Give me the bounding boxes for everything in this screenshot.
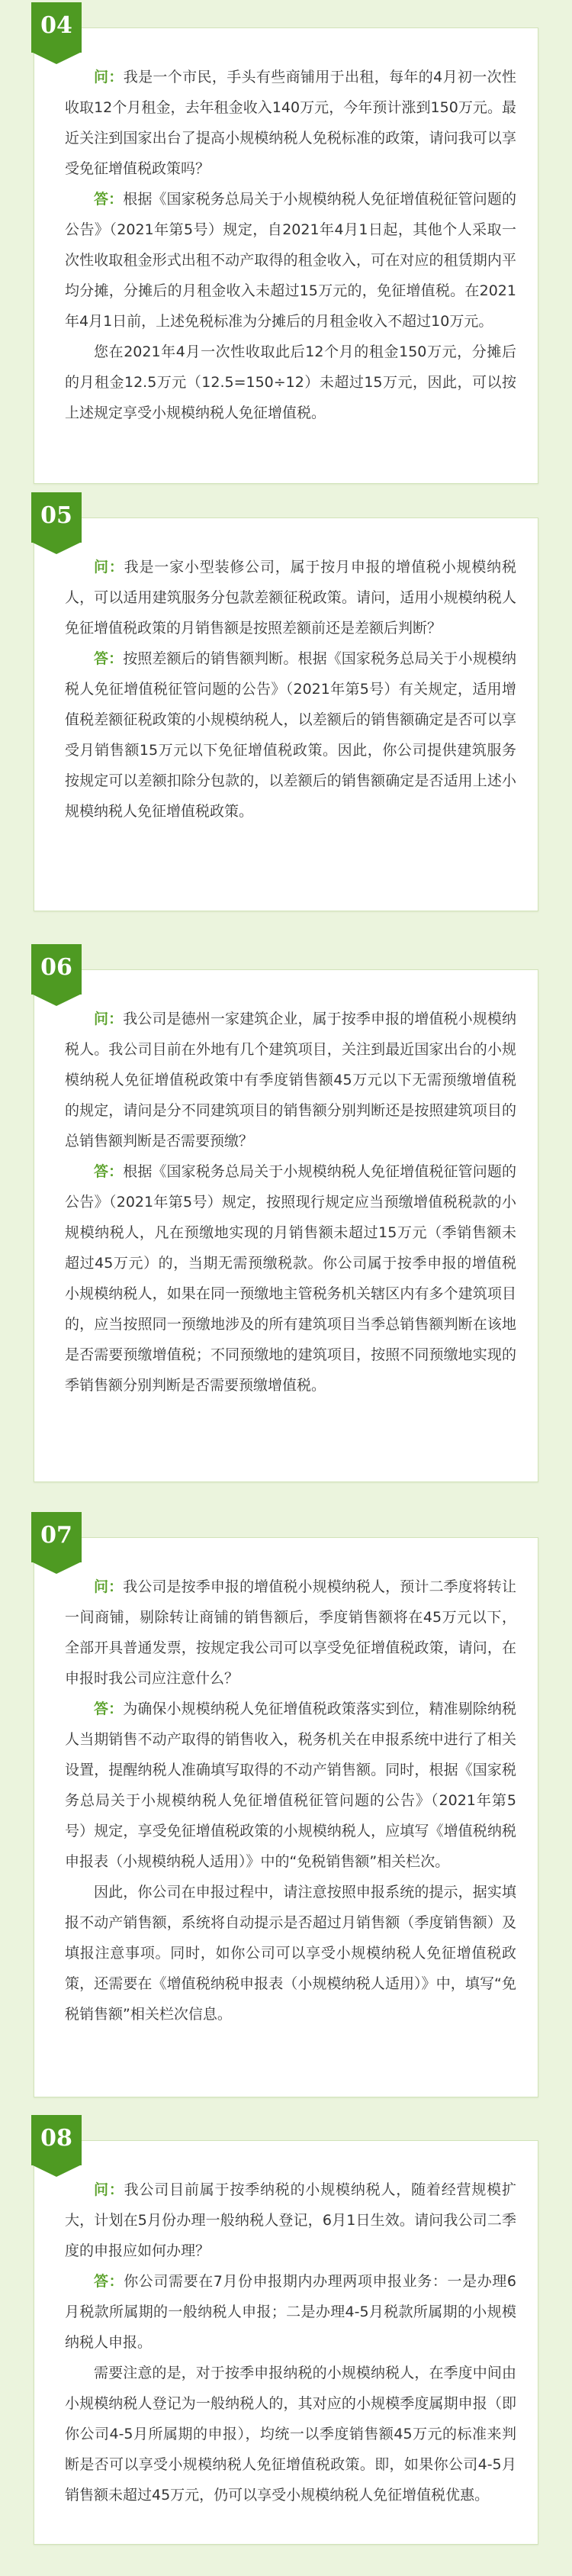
answer-paragraph: [65, 184, 516, 337]
question-label: 问：: [94, 2181, 124, 2198]
qa-card-06: [34, 954, 538, 1482]
question-text: 我公司是按季申报的增值税小规模纳税人，预计二季度将转让一间商铺，剔除转让商铺的销售额后，季度销售额将在45万元以下，全部开具普通发票，按规定我公司可以享受免征增值税政策，请问，在申报时我公司应注意什么？: [65, 1578, 516, 1687]
section-number-badge: 05: [31, 492, 82, 543]
question-text: 我是一家小型装修公司，属于按月申报的增值税小规模纳税人，可以适用建筑服务分包款差额征税政策。请问，适用小规模纳税人免征增值税政策的月销售额是按照差额前还是差额后判断？: [65, 559, 516, 637]
answer-paragraph: [65, 2266, 516, 2358]
answer-text: 根据《国家税务总局关于小规模纳税人免征增值税征管问题的公告》（2021年第5号）规定，自2021年4月1日起，其他个人采取一次性收取租金形式出租不动产取得的租金收入，可在对应的租赁期内平均分摊，分摊后的月租金收入未超过15万元的，免征增值税。在2021年4月1日前，上述免税标准为分摊后的月租金收入不超过10万元。: [65, 191, 516, 330]
question-label: 问：: [94, 559, 124, 575]
qa-body: [34, 970, 538, 1401]
answer-text: 按照差额后的销售额判断。根据《国家税务总局关于小规模纳税人免征增值税征管问题的公告》（2021年第5号）有关规定，适用增值税差额征税政策的小规模纳税人，以差额后的销售额确定是否可以享受月销售额15万元以下免征增值税政策。因此，你公司提供建筑服务按规定可以差额扣除分包款的，以差额后的销售额确定是否适用上述小规模纳税人免征增值税政策。: [65, 650, 516, 820]
question-label: 问：: [94, 1011, 124, 1027]
qa-body: [34, 518, 538, 827]
qa-card-08: [34, 2125, 538, 2545]
qa-body: [34, 1538, 538, 2030]
question-paragraph: [65, 62, 516, 184]
answer-continuation-paragraph: [65, 337, 516, 428]
qa-card-07: [34, 1522, 538, 2097]
question-text: 我公司目前属于按季纳税的小规模纳税人，随着经营规模扩大，计划在5月份办理一般纳税人登记，6月1日生效。请问我公司二季度的申报应如何办理？: [65, 2181, 516, 2259]
qa-card-04: [34, 12, 538, 484]
section-number-badge: 04: [31, 2, 82, 53]
question-paragraph: [65, 2175, 516, 2266]
answer-paragraph: [65, 643, 516, 827]
answer-continuation-paragraph: [65, 1877, 516, 2030]
answer-label: 答：: [94, 1163, 124, 1180]
answer-label: 答：: [94, 650, 124, 667]
answer-continuation-text: 因此，你公司在申报过程中，请注意按照申报系统的提示，据实填报不动产销售额，系统将自动提示是否超过月销售额（季度销售额）及填报注意事项。同时，如你公司可以享受小规模纳税人免征增值税政策，还需要在《增值税纳税申报表（小规模纳税人适用）》中，填写“免税销售额”相关栏次信息。: [65, 1884, 516, 2023]
question-text: 我是一个市民，手头有些商铺用于出租，每年的4月初一次性收取12个月租金，去年租金收入140万元，今年预计涨到150万元。最近关注到国家出台了提高小规模纳税人免税标准的政策，请问我可以享受免征增值税政策吗？: [65, 69, 516, 177]
qa-body: [34, 28, 538, 428]
answer-paragraph: [65, 1156, 516, 1401]
section-number-badge: 06: [31, 944, 82, 995]
answer-continuation-text: 需要注意的是，对于按季申报纳税的小规模纳税人，在季度中间由小规模纳税人登记为一般纳税人的，其对应的小规模季度属期申报（即你公司4-5月所属期的申报），均统一以季度销售额45万元的标准来判断是否可以享受小规模纳税人免征增值税政策。即，如果你公司4-5月销售额未超过45万元，仍可以享受小规模纳税人免征增值税优惠。: [65, 2365, 516, 2503]
question-paragraph: [65, 1004, 516, 1156]
answer-continuation-paragraph: [65, 2358, 516, 2510]
section-number-badge: 08: [31, 2115, 82, 2165]
qa-card-05: [34, 502, 538, 911]
question-paragraph: [65, 552, 516, 643]
qa-body: [34, 2141, 538, 2510]
answer-label: 答：: [94, 1701, 124, 1717]
answer-label: 答：: [94, 2273, 124, 2290]
question-label: 问：: [94, 69, 124, 85]
question-paragraph: [65, 1572, 516, 1694]
answer-label: 答：: [94, 191, 124, 208]
answer-text: 你公司需要在7月份申报期内办理两项申报业务：一是办理6月税款所属期的一般纳税人申报；二是办理4-5月税款所属期的小规模纳税人申报。: [65, 2273, 516, 2351]
answer-paragraph: [65, 1694, 516, 1877]
answer-continuation-text: 您在2021年4月一次性收取此后12个月的租金150万元，分摊后的月租金12.5万元（12.5=150÷12）未超过15万元，因此，可以按上述规定享受小规模纳税人免征增值税。: [65, 343, 516, 421]
question-text: 我公司是德州一家建筑企业，属于按季申报的增值税小规模纳税人。我公司目前在外地有几个建筑项目，关注到最近国家出台的小规模纳税人免征增值税政策中有季度销售额45万元以下无需预缴增值税的规定，请问是分不同建筑项目的销售额分别判断还是按照建筑项目的总销售额判断是否需要预缴？: [65, 1011, 516, 1149]
section-number-badge: 07: [31, 1512, 82, 1562]
question-label: 问：: [94, 1578, 124, 1595]
answer-text: 根据《国家税务总局关于小规模纳税人免征增值税征管问题的公告》（2021年第5号）规定，按照现行规定应当预缴增值税税款的小规模纳税人，凡在预缴地实现的月销售额未超过15万元（季销售额未超过45万元）的，当期无需预缴税款。你公司属于按季申报的增值税小规模纳税人，如果在同一预缴地主管税务机关辖区内有多个建筑项目的，应当按照同一预缴地涉及的所有建筑项目当季总销售额判断在该地是否需要预缴增值税；不同预缴地的建筑项目，按照不同预缴地实现的季销售额分别判断是否需要预缴增值税。: [65, 1163, 516, 1394]
answer-text: 为确保小规模纳税人免征增值税政策落实到位，精准剔除纳税人当期销售不动产取得的销售收入，税务机关在申报系统中进行了相关设置，提醒纳税人准确填写取得的不动产销售额。同时，根据《国家税务总局关于小规模纳税人免征增值税征管问题的公告》（2021年第5号）规定，享受免征增值税政策的小规模纳税人，应填写《增值税纳税申报表（小规模纳税人适用）》中的“免税销售额”相关栏次。: [65, 1701, 516, 1870]
